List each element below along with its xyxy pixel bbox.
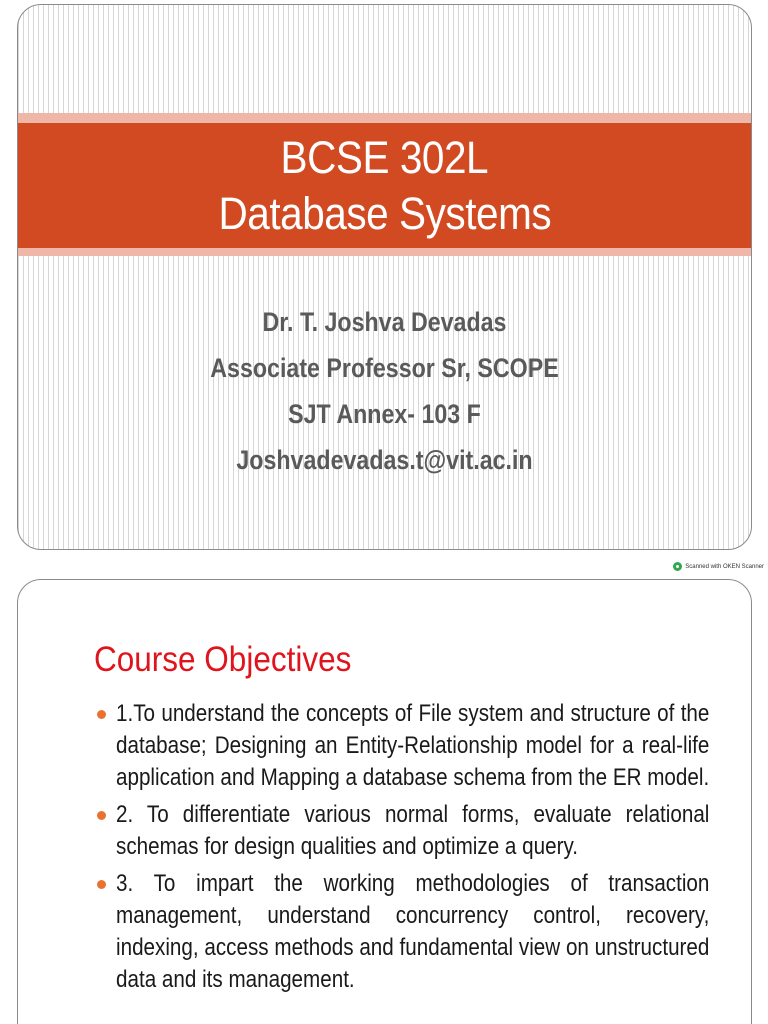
presenter-designation: Associate Professor Sr, SCOPE	[210, 353, 559, 383]
title-slide	[17, 4, 752, 550]
bullet-icon	[97, 811, 106, 820]
presenter-email: Joshvadevadas.t@vit.ac.in	[236, 445, 533, 475]
scanner-watermark-text: Scanned with OKEN Scanner	[685, 563, 764, 570]
objective-text: 3. To impart the working methodologies of transaction management, understand concurrency control, recovery, indexing, access methods and fundamental view on unstructured data and its management.	[116, 870, 710, 993]
title-band-accent-top	[18, 113, 751, 123]
slide-heading: Course Objectives	[94, 640, 352, 679]
objective-text: 2. To differentiate various normal forms, evaluate relational schemas for design qualities and optimize a query.	[116, 801, 710, 860]
bullet-icon	[97, 710, 106, 719]
objective-item	[18, 799, 751, 863]
objective-item	[18, 698, 751, 794]
title-band	[18, 123, 751, 248]
presenter-name: Dr. T. Joshva Devadas	[262, 307, 507, 337]
objectives-list	[18, 698, 751, 1001]
objective-text: 1.To understand the concepts of File system and structure of the database; Designing an Entity-Relationship model for a real-life application and Mapping a database schema from the ER model.	[116, 700, 710, 791]
course-title: Database Systems	[218, 187, 551, 239]
objective-item	[18, 868, 751, 996]
objectives-slide	[17, 579, 752, 1024]
bullet-icon	[97, 880, 106, 889]
course-code: BCSE 302L	[280, 131, 489, 183]
scanner-watermark	[673, 562, 764, 571]
presenter-info	[18, 299, 751, 483]
scanner-logo-icon	[673, 562, 682, 571]
title-band-accent-bottom	[18, 248, 751, 256]
presenter-office: SJT Annex- 103 F	[288, 399, 481, 429]
